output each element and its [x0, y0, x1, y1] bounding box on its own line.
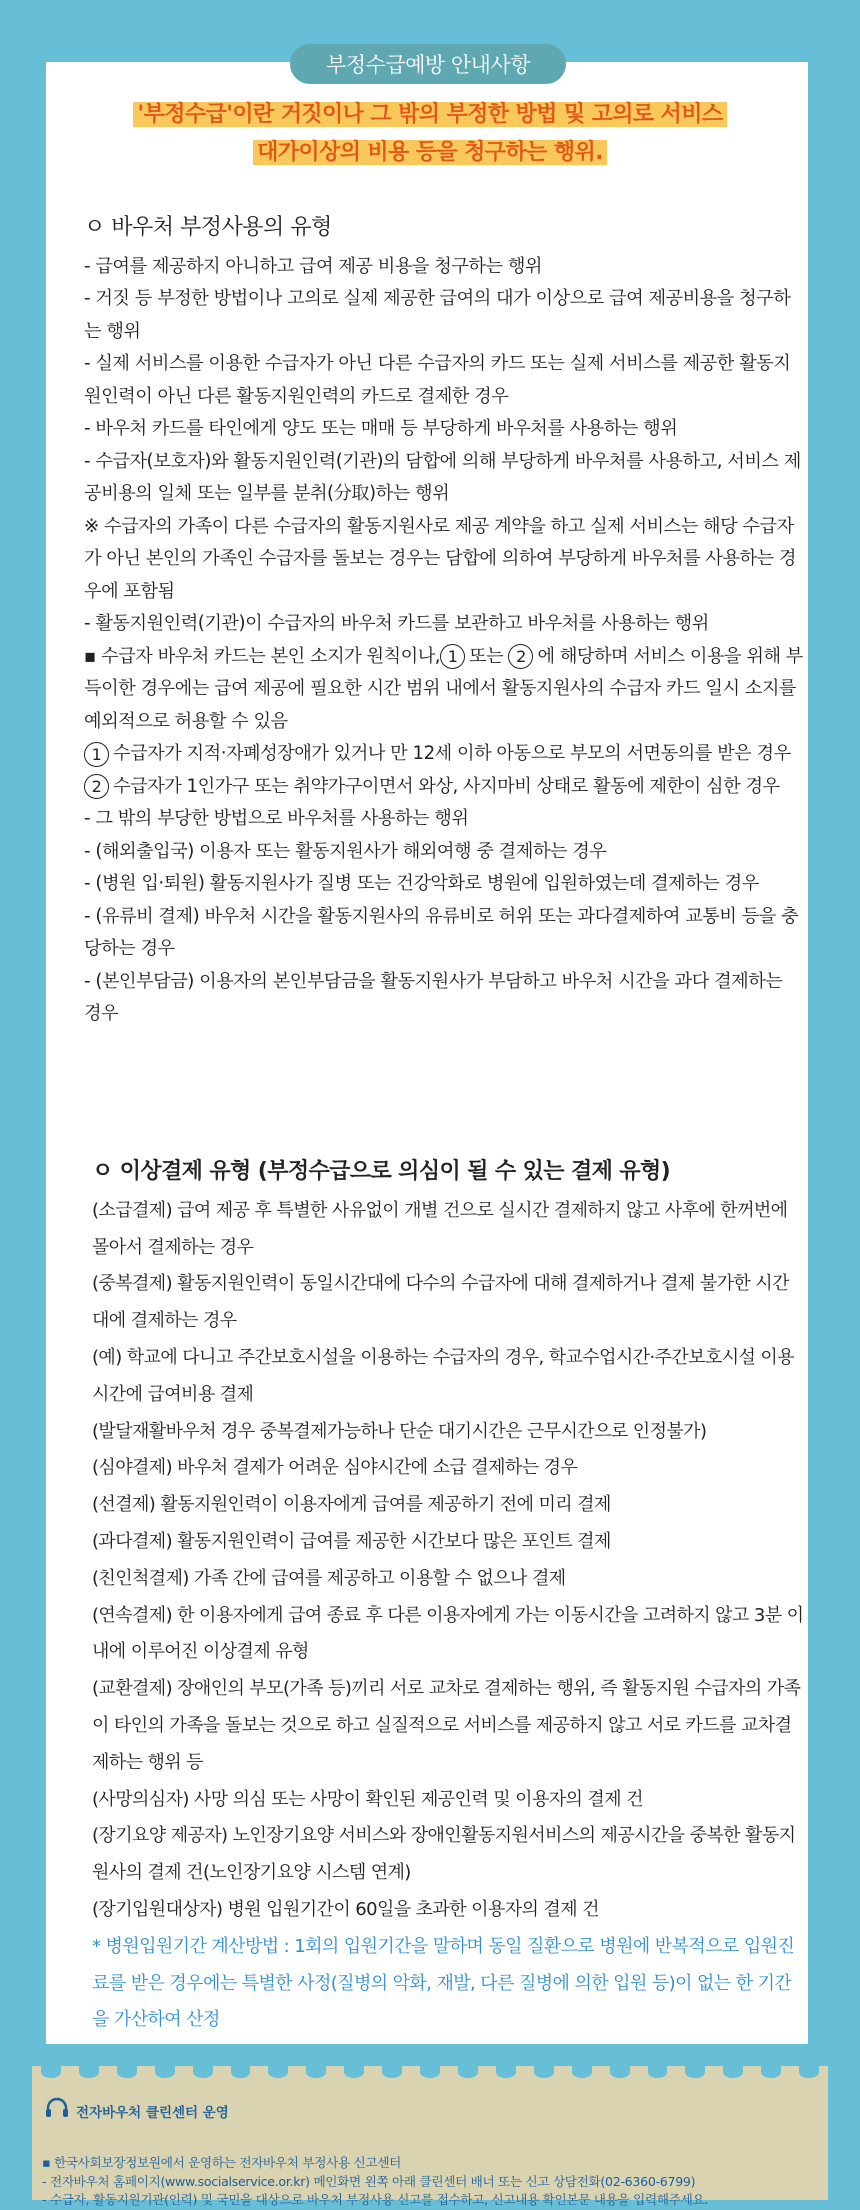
- list-item: (심야결제) 바우처 결제가 어려운 심야시간에 소급 결제하는 경우: [92, 1457, 578, 1479]
- footer-info: [42, 2154, 828, 2210]
- voucher-misuse-section: [84, 212, 804, 1031]
- case-text: 수급자가 1인가구 또는 취약가구이면서 와상, 사지마비 상태로 활동에 제한이 심한 경우: [113, 775, 780, 797]
- list-item: (연속결제) 한 이용자에게 급여 종료 후 다른 이용자에게 가는 이동시간을 고려하지 않고 3분 이내에 이루어진 이상결제 유형: [92, 1604, 804, 1663]
- list-item: - (유류비 결제) 바우처 시간을 활동지원사의 유류비로 허위 또는 과다결제하여 교통비 등을 충당하는 경우: [84, 905, 799, 959]
- list-item: (발달재활바우처 경우 중복결제가능하나 단순 대기시간은 근무시간으로 인정불가): [92, 1420, 707, 1442]
- exception-case-1: [84, 738, 804, 771]
- list-item: (예) 학교에 다니고 주간보호시설을 이용하는 수급자의 경우, 학교수업시간·주간보호시설 이용시간에 급여비용 결제: [92, 1346, 795, 1405]
- list-item: - 그 밖의 부당한 방법으로 바우처를 사용하는 행위: [84, 808, 469, 829]
- list-item: (장기입원대상자) 병원 입원기간이 60일을 초과한 이용자의 결제 건: [92, 1898, 599, 1920]
- list-item: (친인척결제) 가족 간에 급여를 제공하고 이용할 수 없으나 결제: [92, 1567, 566, 1589]
- page-title-text: 부정수급예방 안내사항: [325, 53, 531, 77]
- list-item: - 실제 서비스를 이용한 수급자가 아닌 다른 수급자의 카드 또는 실제 서비스를 제공한 활동지원인력이 아닌 다른 활동지원인력의 카드로 결제한 경우: [84, 353, 791, 407]
- case-text: 수급자가 지적·자폐성장애가 있거나 만 12세 이하 아동으로 부모의 서면동의를 받은 경우: [113, 743, 791, 764]
- section2-heading: ㅇ 이상결제 유형 (부정수급으로 의심이 될 수 있는 결제 유형): [92, 1159, 671, 1184]
- list-item: ※ 수급자의 가족이 다른 수급자의 활동지원사로 제공 계약을 하고 실제 서비스는 해당 수급자가 아닌 본인의 가족인 수급자를 돌보는 경우는 담합에 의하여 부당하게 바우처를 사용하는 경우에 포함됨: [84, 515, 797, 602]
- abnormal-payment-section: [92, 1154, 804, 2039]
- page-title: [290, 44, 566, 84]
- exception-part-2: 에 해당하며 서비스 이용을 위해 부득이한 경우에는 급여 제공에 필요한 시간 범위 내에서 활동지원사의 수급자 카드 일시 소지를 예외적으로 허용할 수 있음: [84, 645, 803, 732]
- footer-line: ▪ 한국사회보장정보원에서 운영하는 전자바우처 부정사용 신고센터: [42, 2155, 401, 2170]
- list-item: (장기요양 제공자) 노인장기요양 서비스와 장애인활동지원서비스의 제공시간을 중복한 활동지원사의 결제 건(노인장기요양 시스템 연계): [92, 1825, 796, 1884]
- intro-line-2: 대가이상의 비용 등을 청구하는 행위.: [253, 140, 607, 165]
- list-item: - 급여를 제공하지 아니하고 급여 제공 비용을 청구하는 행위: [84, 255, 542, 277]
- footer-line: - 수급자, 활동지원기관(인력) 및 국민을 대상으로 바우처 부정사용 신고를 접수하고, 신고내용 확인본문 내용을 입력해주세요.: [42, 2192, 709, 2207]
- intro-definition: [60, 96, 800, 172]
- circled-number-1: 1: [440, 644, 465, 669]
- list-item: (과다결제) 활동지원인력이 급여를 제공한 시간보다 많은 포인트 결제: [92, 1530, 611, 1552]
- footer-line: - 전자바우처 홈페이지(www.socialservice.or.kr) 메인화면 왼쪽 아래 클린센터 배너 또는 신고 상담전화(02-6360-6799): [42, 2173, 696, 2189]
- footer-title-text: 전자바우처 클린센터 운영: [76, 2105, 229, 2121]
- hospital-period-note: * 병원입원기간 계산방법 : 1회의 입원기간을 말하며 동일 질환으로 병원에 반복적으로 입원진료를 받은 경우에는 특별한 사정(질병의 악화, 재발, 다른 질병에 의한 입원 등)이 없는 한 기간을 가산하여 산정: [92, 1935, 795, 2031]
- list-item: - 활동지원인력(기관)이 수급자의 바우처 카드를 보관하고 바우처를 사용하는 행위: [84, 613, 709, 634]
- list-item: (중복결제) 활동지원인력이 동일시간대에 다수의 수급자에 대해 결제하거나 결제 불가한 시간대에 결제하는 경우: [92, 1273, 789, 1332]
- exception-part-1: ▪ 수급자 바우처 카드는 본인 소지가 원칙이나,: [84, 645, 441, 667]
- list-item: - 수급자(보호자)와 활동지원인력(기관)의 담합에 의해 부당하게 바우처를 사용하고, 서비스 제공비용의 일체 또는 일부를 분취(分取)하는 행위: [84, 450, 801, 504]
- list-item: - (해외출입국) 이용자 또는 활동지원사가 해외여행 중 결제하는 경우: [84, 840, 607, 862]
- exception-mid: 또는: [469, 645, 504, 667]
- list-item: (교환결제) 장애인의 부모(가족 등)끼리 서로 교차로 결제하는 행위, 즉 활동지원 수급자의 가족이 타인의 가족을 돌보는 것으로 하고 실질적으로 서비스를 제공하지 않고 서로 카드를 교차결제하는 행위 등: [92, 1678, 801, 1773]
- intro-line-1: '부정수급'이란 거짓이나 그 밖의 부정한 방법 및 고의로 서비스: [133, 102, 726, 127]
- case-number: 2: [84, 774, 109, 799]
- list-item: - (병원 입·퇴원) 활동지원사가 질병 또는 건강악화로 병원에 입원하였는데 결제하는 경우: [84, 873, 759, 894]
- circled-number-2: 2: [508, 644, 533, 669]
- list-item: (사망의심자) 사망 의심 또는 사망이 확인된 제공인력 및 이용자의 결제 건: [92, 1788, 643, 1810]
- list-item: - 바우처 카드를 타인에게 양도 또는 매매 등 부당하게 바우처를 사용하는 행위: [84, 418, 678, 439]
- list-item: (선결제) 활동지원인력이 이용자에게 급여를 제공하기 전에 미리 결제: [92, 1494, 611, 1516]
- footer-scallop-border: [32, 2066, 828, 2078]
- list-item: - 거짓 등 부정한 방법이나 고의로 실제 제공한 급여의 대가 이상으로 급여 제공비용을 청구하는 행위: [84, 288, 791, 342]
- list-item: - (본인부담금) 이용자의 본인부담금을 활동지원사가 부담하고 바우처 시간을 과다 결제하는 경우: [84, 970, 783, 1024]
- list-item: (소급결제) 급여 제공 후 특별한 사유없이 개별 건으로 실시간 결제하지 않고 사후에 한꺼번에 몰아서 결제하는 경우: [92, 1199, 788, 1258]
- headset-icon: [44, 2096, 70, 2126]
- case-number: 1: [84, 742, 109, 767]
- clean-center-footer: [32, 2066, 828, 2207]
- section1-heading: ㅇ 바우처 부정사용의 유형: [84, 215, 332, 240]
- exception-case-2: [84, 771, 804, 804]
- exception-rule: [84, 641, 804, 739]
- footer-title: [44, 2096, 229, 2126]
